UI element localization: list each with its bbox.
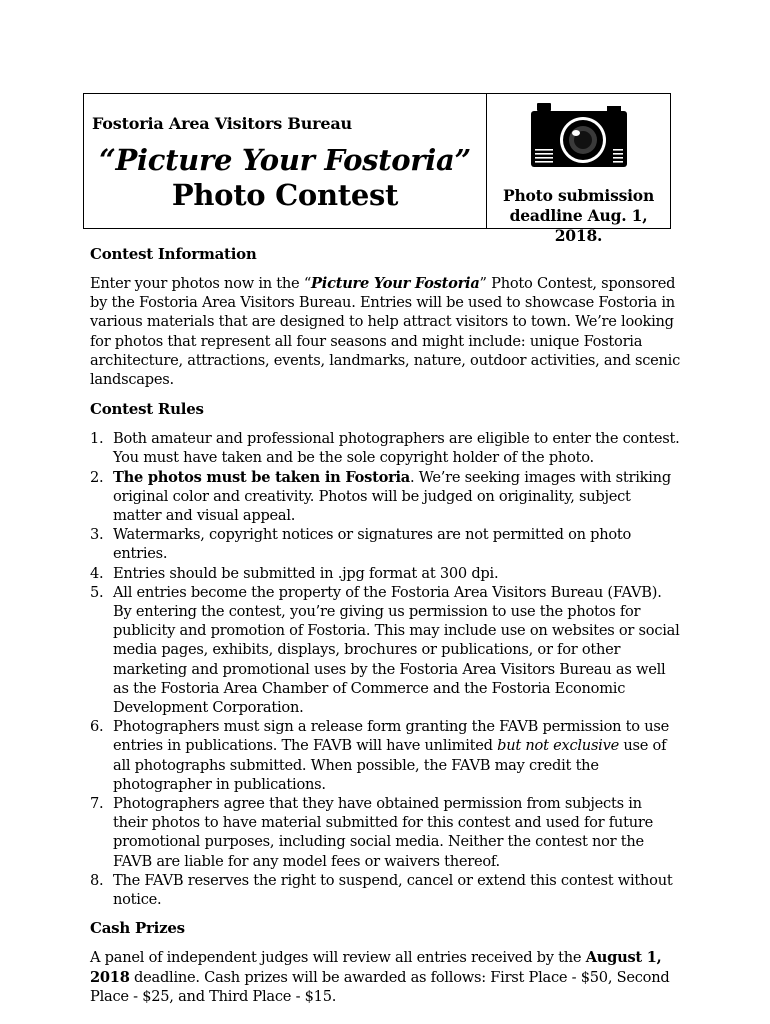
rule-text: Watermarks, copyright notices or signatures are not permitted on photo entries. [113, 526, 632, 563]
info-text-part: Enter your photos now in the “ [90, 275, 312, 292]
list-item [90, 794, 680, 871]
list-item [90, 871, 680, 909]
list-number: 5. [90, 583, 104, 601]
info-text-part: ” Photo Contest, sponsored by the Fostoria Area Visitors Bureau. Entries will be used to showcase Fostoria in various materials that are designed to help attract visitors to town. We’re looking for photos that represent all four seasons and might include: unique Fostoria architecture, attractions, events, landmarks, nature, outdoor activities, and scenic landscapes. [90, 275, 680, 389]
document-body [90, 244, 680, 1016]
list-number: 2. [90, 468, 104, 486]
list-number: 1. [90, 430, 104, 448]
rule-text: use of all photographs submitted. When possible, the FAVB may credit the photographer in publications. [113, 737, 667, 793]
contest-subtitle: Photo Contest [171, 178, 399, 212]
rule-text: The FAVB reserves the right to suspend, cancel or extend this contest without notice. [113, 871, 673, 909]
rule-text: Both amateur and professional photographers are eligible to enter the contest. You must have taken and be the sole copyright holder of the photo. [113, 430, 680, 467]
rule-emphasis: The photos must be taken in Fostoria [113, 468, 411, 486]
list-item [90, 468, 680, 526]
info-contest-name: Picture Your Fostoria [311, 275, 480, 292]
list-item [90, 564, 680, 583]
deadline-line-2: deadline Aug. 1, 2018. [509, 206, 648, 245]
rule-text: Photographers must sign a release form granting the FAVB permission to use entries in publications. The FAVB will have unlimited [113, 718, 669, 755]
list-number: 4. [90, 564, 104, 582]
list-number: 7. [90, 795, 104, 813]
header-box [83, 93, 671, 245]
cash-prizes-heading: Cash Prizes [90, 919, 185, 938]
list-item [90, 525, 680, 563]
prizes-text-part: A panel of independent judges will review all entries received by the [90, 949, 586, 967]
list-number: 3. [90, 526, 104, 544]
contest-title: “Picture Your Fostoria” [99, 143, 471, 177]
contest-information-paragraph [90, 274, 680, 389]
contest-rules-list [90, 429, 680, 909]
list-item [90, 583, 680, 717]
contest-information-heading: Contest Information [90, 245, 257, 263]
header-title-cell [84, 94, 487, 228]
list-number: 8. [90, 871, 104, 889]
contest-rules-heading: Contest Rules [90, 400, 204, 419]
cash-prizes-paragraph [90, 948, 680, 1006]
prizes-text-part: deadline. Cash prizes will be awarded as follows: First Place - $50, Second Place - $25, and Third Place - $15. [90, 968, 670, 1005]
rule-text: Photographers agree that they have obtained permission from subjects in their photos to have material submitted for this contest and used for future promotional purposes, including social media. Neither the contest nor the FAVB are liable for any model fees or waivers thereof. [113, 795, 653, 870]
list-item [90, 429, 680, 467]
rule-text: Entries should be submitted in .jpg format at 300 dpi. [113, 564, 499, 582]
header-deadline-cell [487, 94, 670, 245]
rule-text: All entries become the property of the Fostoria Area Visitors Bureau (FAVB). By entering the contest, you’re giving us permission to use the photos for publicity and promotion of Fostoria. This may include use on websites or social media pages, exhibits, displays, brochures or publications, or for other marketing and promotional uses by the Fostoria Area Visitors Bureau as well as the Fostoria Area Chamber of Commerce and the Fostoria Economic Development Corporation. [113, 583, 680, 717]
rule-text: . We’re seeking images with striking original color and creativity. Photos will be judged on originality, subject matter and visual appeal. [113, 468, 671, 525]
list-item [90, 717, 680, 794]
camera-icon [531, 103, 627, 167]
list-number: 6. [90, 718, 104, 736]
deadline-line-1: Photo submission [502, 186, 655, 205]
deadline-text [487, 186, 670, 246]
org-name: Fostoria Area Visitors Bureau [92, 114, 352, 133]
rule-emphasis: but not exclusive [497, 737, 619, 755]
prizes-deadline-date: August 1, 2018 [90, 949, 662, 986]
